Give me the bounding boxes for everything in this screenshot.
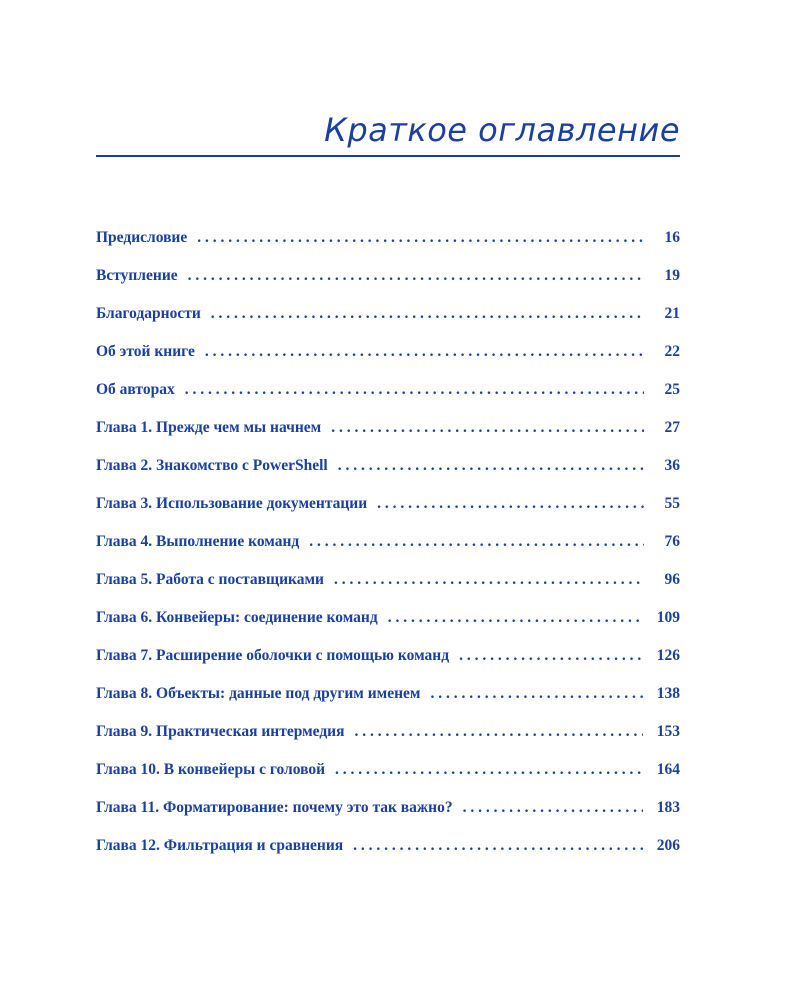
toc-entry[interactable] <box>96 799 680 837</box>
dot-leader <box>335 761 643 779</box>
dot-leader <box>388 609 643 627</box>
toc-entry[interactable] <box>96 343 680 381</box>
toc-entry[interactable] <box>96 609 680 647</box>
toc-page-number: 25 <box>664 381 680 398</box>
toc-page-number: 109 <box>656 609 680 626</box>
toc-entry-title: Благодарности <box>96 305 201 322</box>
dot-leader <box>459 647 643 665</box>
toc-entry-title: Глава 5. Работа с поставщиками <box>96 571 324 588</box>
toc-page-number: 183 <box>656 799 680 816</box>
dot-leader <box>211 305 644 323</box>
toc-page-number: 36 <box>664 457 680 474</box>
toc-entry-title: Глава 3. Использование документации <box>96 495 368 512</box>
dot-leader <box>185 381 644 399</box>
toc-entry-title: Глава 10. В конвейеры с головой <box>96 761 326 778</box>
toc-entry-title: Глава 12. Фильтрация и сравнения <box>96 837 344 854</box>
toc-entry-title: Глава 2. Знакомство с PowerShell <box>96 457 328 474</box>
toc-entry-title: Глава 6. Конвейеры: соединение команд <box>96 609 378 626</box>
dot-leader <box>309 533 644 551</box>
dot-leader <box>331 419 644 437</box>
dot-leader <box>205 343 644 361</box>
toc-entry[interactable] <box>96 647 680 685</box>
toc-page-number: 153 <box>656 723 680 740</box>
dot-leader <box>430 685 642 703</box>
dot-leader <box>377 495 644 513</box>
toc-entry-title: Вступление <box>96 267 178 284</box>
toc-entry[interactable] <box>96 305 680 343</box>
title-underline <box>96 155 680 157</box>
toc-entry[interactable] <box>96 723 680 761</box>
toc-entry[interactable] <box>96 495 680 533</box>
toc-entry[interactable] <box>96 685 680 723</box>
toc-page-number: 16 <box>664 229 680 246</box>
toc-entry[interactable] <box>96 837 680 875</box>
toc-page-number: 164 <box>656 761 680 778</box>
toc-page-number: 27 <box>664 419 680 436</box>
toc-entry-title: Глава 8. Объекты: данные под другим именем <box>96 685 421 702</box>
toc-entry-title: Глава 4. Выполнение команд <box>96 533 300 550</box>
toc-entry-title: Об этой книге <box>96 343 195 360</box>
toc-page-number: 126 <box>656 647 680 664</box>
toc-page-number: 76 <box>664 533 680 550</box>
toc-entry-title: Об авторах <box>96 381 175 398</box>
page-title: Краткое оглавление <box>324 111 680 149</box>
toc-entry[interactable] <box>96 761 680 799</box>
toc-page-number: 55 <box>664 495 680 512</box>
toc-page-number: 138 <box>656 685 680 702</box>
toc-entry[interactable] <box>96 457 680 495</box>
dot-leader <box>197 229 644 247</box>
toc-page-number: 21 <box>664 305 680 322</box>
toc-entry-title: Предисловие <box>96 229 188 246</box>
toc-entry-title: Глава 7. Расширение оболочки с помощью команд <box>96 647 450 664</box>
dot-leader <box>188 267 644 285</box>
toc-page-number: 19 <box>664 267 680 284</box>
dot-leader <box>353 837 643 855</box>
toc-entry[interactable] <box>96 419 680 457</box>
toc-entry[interactable] <box>96 229 680 267</box>
dot-leader <box>338 457 644 475</box>
toc-entry[interactable] <box>96 267 680 305</box>
toc-entry[interactable] <box>96 381 680 419</box>
dot-leader <box>463 799 643 817</box>
dot-leader <box>334 571 644 589</box>
toc-entry[interactable] <box>96 533 680 571</box>
toc-entry-title: Глава 1. Прежде чем мы начнем <box>96 419 322 436</box>
dot-leader <box>354 723 642 741</box>
toc-page-number: 206 <box>656 837 680 854</box>
toc-page-number: 22 <box>664 343 680 360</box>
toc-entry-title: Глава 9. Практическая интермедия <box>96 723 345 740</box>
table-of-contents <box>96 229 680 875</box>
toc-entry-title: Глава 11. Форматирование: почему это так важно? <box>96 799 453 816</box>
toc-page-number: 96 <box>664 571 680 588</box>
toc-entry[interactable] <box>96 571 680 609</box>
